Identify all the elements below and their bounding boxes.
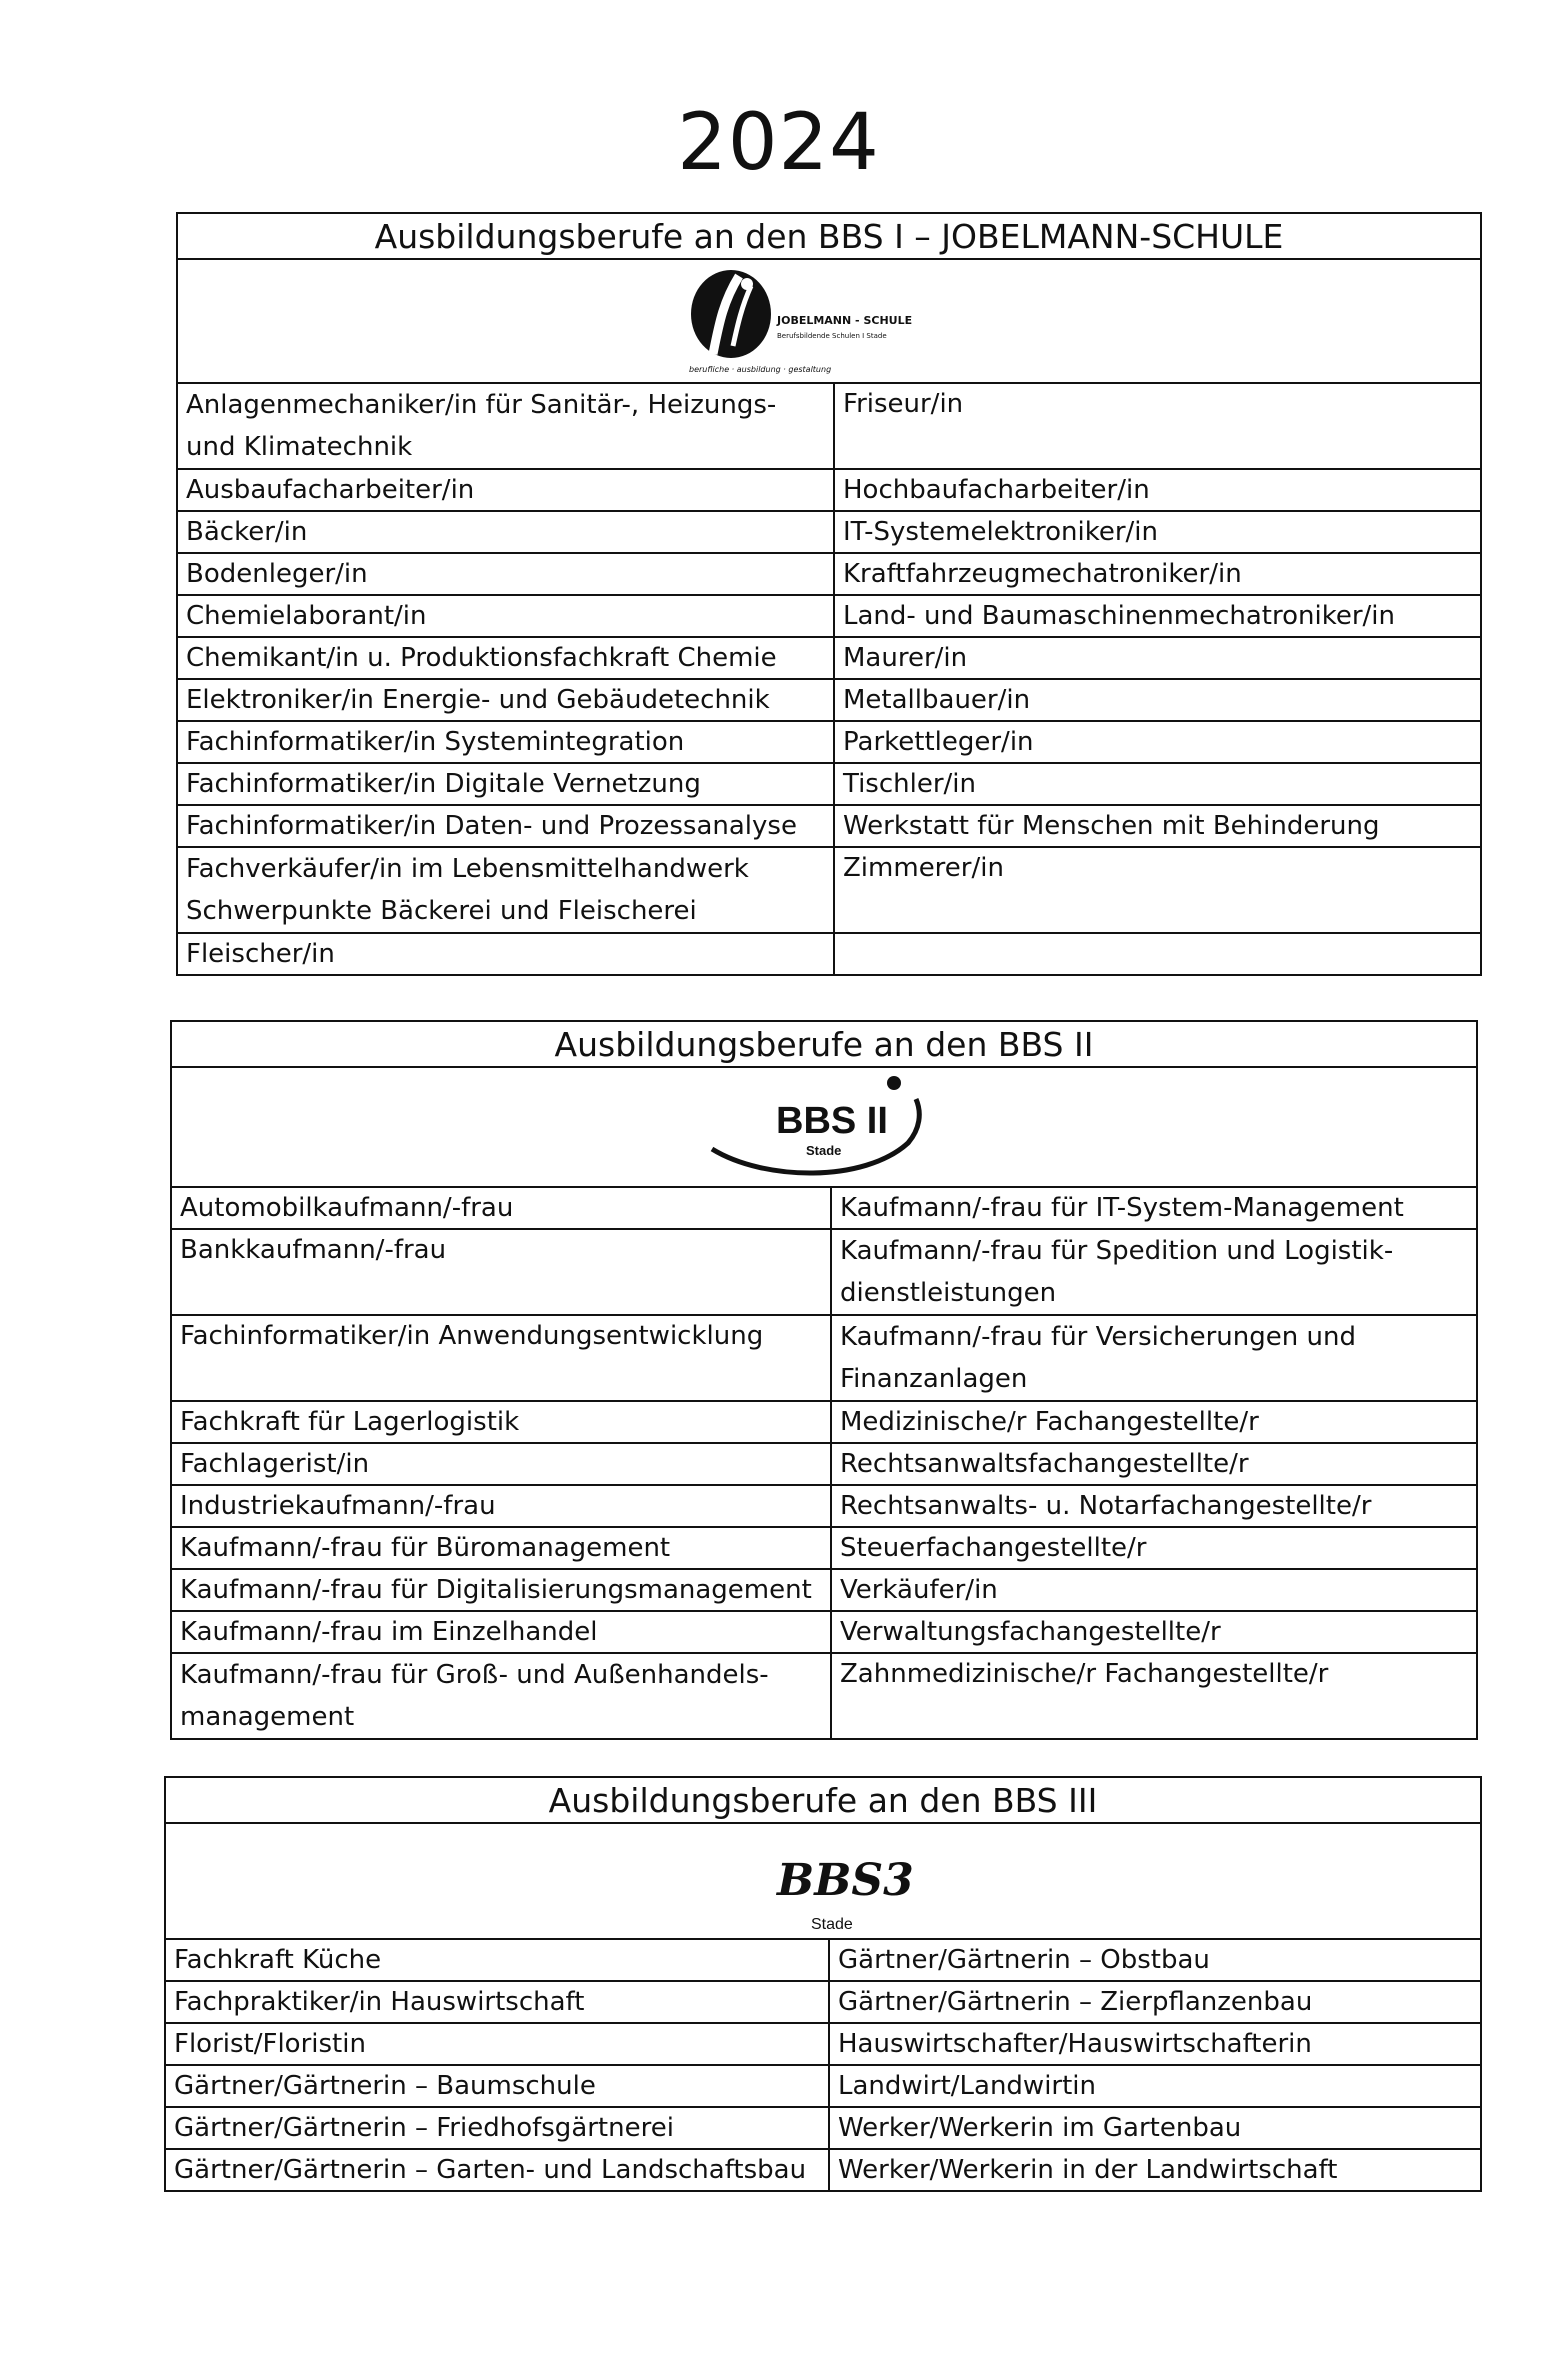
bbs2-cell-0-0: Automobilkaufmann/-frau (171, 1187, 831, 1229)
bbs1-cell-10-1: Zimmerer/in (834, 847, 1481, 933)
bbs3-logo-cell (165, 1823, 1481, 1939)
bbs2-cell-7-1: Verkäufer/in (831, 1569, 1477, 1611)
bbs1-cell-9-0: Fachinformatiker/in Daten- und Prozessanalyse (177, 805, 834, 847)
bbs3-cell-2-0: Florist/Floristin (165, 2023, 829, 2065)
bbs1-logo-cell (177, 259, 1481, 383)
bbs1-cell-6-0: Elektroniker/in Energie- und Gebäudetechnik (177, 679, 834, 721)
bbs1-cell-10-0: Fachverkäufer/in im Lebensmittelhandwerk Schwerpunkte Bäckerei und Fleischerei (177, 847, 834, 933)
bbs3-cell-1-0: Fachpraktiker/in Hauswirtschaft (165, 1981, 829, 2023)
bbs2-cell-8-0: Kaufmann/-frau im Einzelhandel (171, 1611, 831, 1653)
jobelmann-logo-line2: Berufsbildende Schulen I Stade (777, 332, 887, 340)
bbs3-cell-0-1: Gärtner/Gärtnerin – Obstbau (829, 1939, 1481, 1981)
bbs2-cell-8-1: Verwaltungsfachangestellte/r (831, 1611, 1477, 1653)
bbs1-cell-2-1: IT-Systemelektroniker/in (834, 511, 1481, 553)
bbs3-cell-4-0: Gärtner/Gärtnerin – Friedhofsgärtnerei (165, 2107, 829, 2149)
bbs3-logo-sub: Stade (811, 1916, 853, 1933)
bbs1-cell-4-1: Land- und Baumaschinenmechatroniker/in (834, 595, 1481, 637)
bbs1-cell-5-1: Maurer/in (834, 637, 1481, 679)
bbs2-logo-name: BBS II (776, 1100, 888, 1142)
bbs2-cell-3-0: Fachkraft für Lagerlogistik (171, 1401, 831, 1443)
bbs1-cell-9-1: Werkstatt für Menschen mit Behinderung (834, 805, 1481, 847)
bbs2-cell-5-1: Rechtsanwalts- u. Notarfachangestellte/r (831, 1485, 1477, 1527)
bbs1-cell-3-1: Kraftfahrzeugmechatroniker/in (834, 553, 1481, 595)
page-year: 2024 (677, 98, 880, 188)
bbs2-logo (694, 1071, 954, 1183)
bbs2-logo-cell (171, 1067, 1477, 1187)
bbs3-logo-name: BBS3 (777, 1855, 914, 1906)
bbs3-cell-3-1: Landwirt/Landwirtin (829, 2065, 1481, 2107)
bbs3-title: Ausbildungsberufe an den BBS III (165, 1777, 1481, 1823)
bbs2-cell-1-0: Bankkaufmann/-frau (171, 1229, 831, 1315)
bbs2-cell-3-1: Medizinische/r Fachangestellte/r (831, 1401, 1477, 1443)
bbs1-cell-8-1: Tischler/in (834, 763, 1481, 805)
bbs1-cell-3-0: Bodenleger/in (177, 553, 834, 595)
bbs1-cell-5-0: Chemikant/in u. Produktionsfachkraft Chemie (177, 637, 834, 679)
bbs2-cell-1-1: Kaufmann/-frau für Spedition und Logistik-dienstleistungen (831, 1229, 1477, 1315)
bbs2-cell-0-1: Kaufmann/-frau für IT-System-Management (831, 1187, 1477, 1229)
bbs2-cell-9-1: Zahnmedizinische/r Fachangestellte/r (831, 1653, 1477, 1739)
bbs3-cell-3-0: Gärtner/Gärtnerin – Baumschule (165, 2065, 829, 2107)
bbs1-cell-4-0: Chemielaborant/in (177, 595, 834, 637)
bbs2-cell-5-0: Industriekaufmann/-frau (171, 1485, 831, 1527)
bbs2-logo-sub: Stade (806, 1143, 842, 1158)
bbs2-cell-6-1: Steuerfachangestellte/r (831, 1527, 1477, 1569)
bbs1-table (176, 212, 1482, 976)
bbs2-cell-7-0: Kaufmann/-frau für Digitalisierungsmanagement (171, 1569, 831, 1611)
bbs1-cell-8-0: Fachinformatiker/in Digitale Vernetzung (177, 763, 834, 805)
bbs3-table (164, 1776, 1482, 2192)
bbs1-cell-1-1: Hochbaufacharbeiter/in (834, 469, 1481, 511)
bbs1-cell-1-0: Ausbaufacharbeiter/in (177, 469, 834, 511)
jobelmann-logo-name: JOBELMANN - SCHULE (777, 314, 913, 327)
jobelmann-logo-line3: berufliche · ausbildung · gestaltung (689, 365, 832, 374)
bbs2-cell-2-1: Kaufmann/-frau für Versicherungen und Finanzanlagen (831, 1315, 1477, 1401)
bbs1-cell-11-0: Fleischer/in (177, 933, 834, 975)
bbs1-cell-0-0: Anlagenmechaniker/in für Sanitär-, Heizungs- und Klimatechnik (177, 383, 834, 469)
bbs3-cell-5-1: Werker/Werkerin in der Landwirtschaft (829, 2149, 1481, 2191)
bbs1-cell-7-1: Parkettleger/in (834, 721, 1481, 763)
bbs2-cell-9-0: Kaufmann/-frau für Groß- und Außenhandels-management (171, 1653, 831, 1739)
bbs2-cell-4-1: Rechtsanwaltsfachangestellte/r (831, 1443, 1477, 1485)
bbs1-cell-2-0: Bäcker/in (177, 511, 834, 553)
bbs1-cell-0-1: Friseur/in (834, 383, 1481, 469)
bbs3-cell-2-1: Hauswirtschafter/Hauswirtschafterin (829, 2023, 1481, 2065)
bbs1-cell-7-0: Fachinformatiker/in Systemintegration (177, 721, 834, 763)
bbs2-title: Ausbildungsberufe an den BBS II (171, 1021, 1477, 1067)
bbs3-cell-1-1: Gärtner/Gärtnerin – Zierpflanzenbau (829, 1981, 1481, 2023)
bbs2-cell-6-0: Kaufmann/-frau für Büromanagement (171, 1527, 831, 1569)
bbs2-table (170, 1020, 1478, 1740)
bbs1-title: Ausbildungsberufe an den BBS I – JOBELMANN-SCHULE (177, 213, 1481, 259)
bbs3-cell-0-0: Fachkraft Küche (165, 1939, 829, 1981)
bbs2-cell-4-0: Fachlagerist/in (171, 1443, 831, 1485)
bbs1-cell-6-1: Metallbauer/in (834, 679, 1481, 721)
jobelmann-logo (679, 262, 979, 380)
bbs2-cell-2-0: Fachinformatiker/in Anwendungsentwicklung (171, 1315, 831, 1401)
bbs3-cell-5-0: Gärtner/Gärtnerin – Garten- und Landschaftsbau (165, 2149, 829, 2191)
bbs3-logo (723, 1825, 923, 1937)
bbs3-cell-4-1: Werker/Werkerin im Gartenbau (829, 2107, 1481, 2149)
bbs1-cell-11-1 (834, 933, 1481, 975)
